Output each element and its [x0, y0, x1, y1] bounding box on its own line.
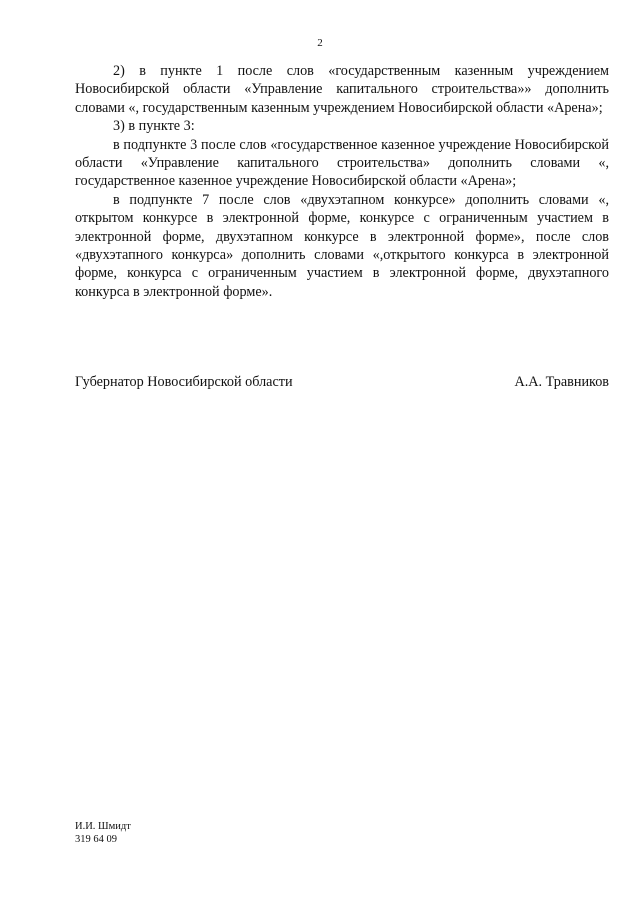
paragraph-subitem-3: в подпункте 3 после слов «государственное казенное учреждение Новосибирской области «Управление капитального строительства» дополнить словами «, государственное казенное учреждение Новосибирской области «Арена»;: [75, 136, 609, 190]
executor-name: И.И. Шмидт: [75, 821, 131, 832]
page-number: 2: [317, 37, 323, 49]
document-body: [75, 62, 609, 301]
paragraph-item-2: 2) в пункте 1 после слов «государственным казенным учреждением Новосибирской области «Управление капитального строительства»» дополнить словами «, государственным казенным учреждением Новосибирской области «Арена»;: [75, 63, 609, 116]
paragraph-item-3: 3) в пункте 3:: [113, 118, 195, 135]
paragraph-subitem-7: в подпункте 7 после слов «двухэтапном конкурсе» дополнить словами «, открытом конкурсе в электронной форме, конкурсе с ограниченным участием в электронной форме, двухэтапном конкурсе в электронной форме», после слов «двухэтапного конкурса» дополнить словами «,открытого конкурса в электронной форме, конкурса с ограниченным участием в электронной форме, двухэтапного конкурса в электронной форме».: [75, 191, 609, 300]
executor-phone: 319 64 09: [75, 834, 117, 845]
signatory-name: А.А. Травников: [514, 374, 609, 390]
executor-block: [75, 820, 131, 846]
signatory-title: Губернатор Новосибирской области: [75, 374, 293, 390]
